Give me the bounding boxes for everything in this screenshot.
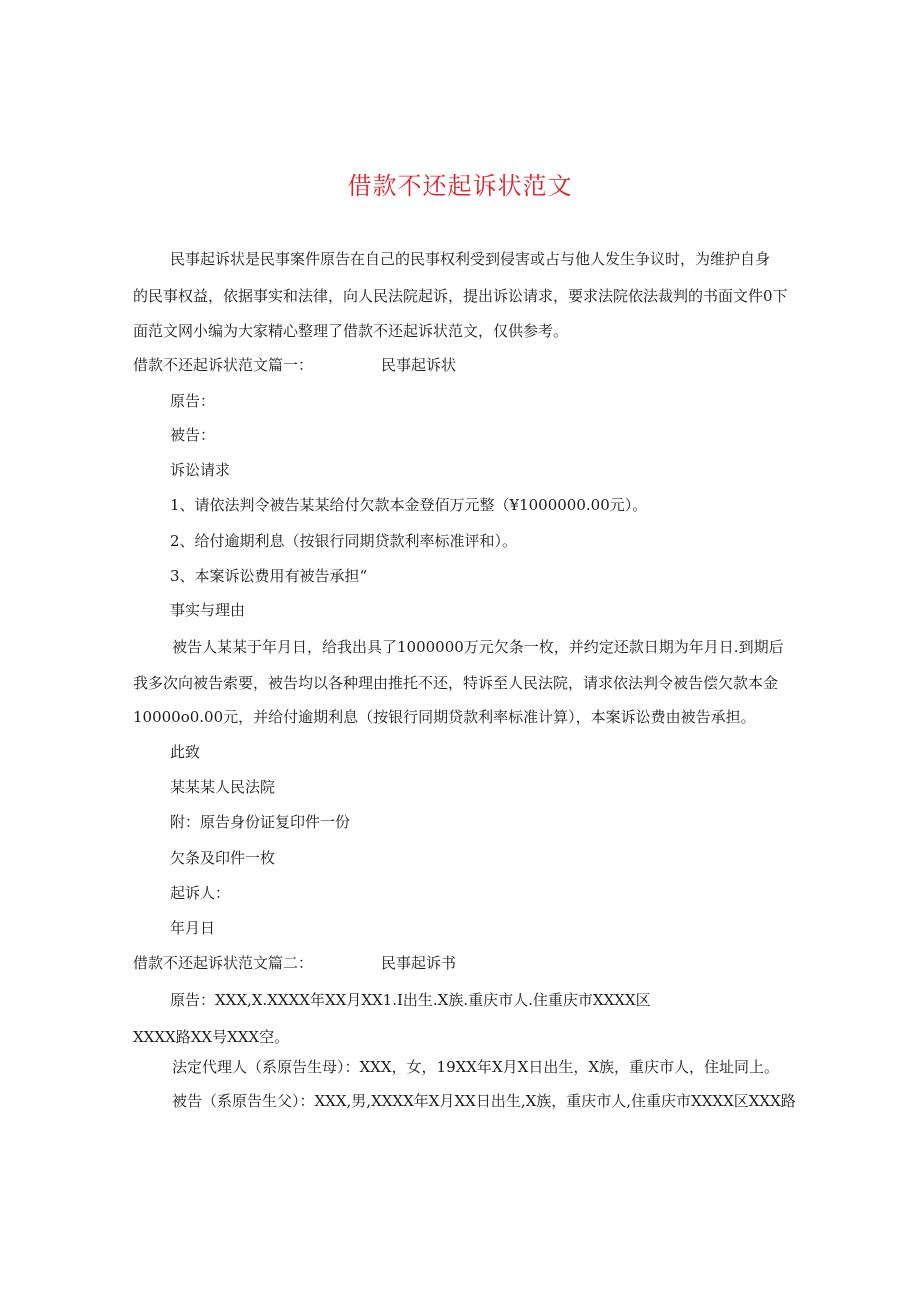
- intro-line-1: 民事起诉状是民事案件原告在自己的民事权利受到侵害或占与他人发生争议时，为维护自身: [170, 250, 771, 268]
- attachment-1: 附：原告身份证复印件一份: [170, 813, 351, 831]
- defendant-label: 被告：: [170, 426, 216, 444]
- section2-plaintiff-line-1: 原告：XXX,X.XXXX年XX月XX1.I出生.X族.重庆市人.住重庆市XXXX区: [170, 991, 651, 1009]
- section2-plaintiff-line-2: XXXX路XX号XXX空。: [133, 1028, 290, 1046]
- section1-heading-text: 借款不还起诉状范文篇一：: [133, 356, 314, 374]
- plaintiff-label: 原告：: [170, 392, 216, 410]
- section2-heading-text: 借款不还起诉状范文篇二：: [133, 954, 314, 972]
- signer-label: 起诉人：: [170, 884, 231, 902]
- attachment-2: 欠条及印件一枚: [170, 849, 276, 867]
- section2-agent: 法定代理人（系原告生母）：XXX，女，19XX年X月X日出生，X族，重庆市人，住址同上。: [172, 1058, 780, 1076]
- section2-heading: [133, 953, 457, 973]
- document-title: 借款不还起诉状范文: [347, 172, 573, 200]
- claim-3: 3、本案诉讼费用有被告承担“: [170, 567, 368, 585]
- section1-heading: [133, 355, 457, 375]
- section1-subheading: 民事起诉状: [381, 356, 457, 374]
- date-label: 年月日: [170, 919, 216, 937]
- intro-line-2: 的民事权益，依据事实和法律，向人民法院起诉，提出诉讼请求，要求法院依法裁判的书面文件0下: [133, 287, 788, 305]
- claim-1: 1、请依法判令被告某某给付欠款本金登佰万元整（¥1000000.00元）。: [170, 496, 648, 514]
- closing-text: 此致: [170, 743, 201, 761]
- court-name: 某某某人民法院: [170, 778, 276, 796]
- facts-line-2: 我多次向被告索要，被告均以各种理由推托不还，特诉至人民法院，请求依法判令被告偿欠款本金: [133, 674, 779, 692]
- claim-2: 2、给付逾期利息（按银行同期贷款利率标准评和）。: [170, 532, 518, 550]
- facts-heading: 事实与理由: [170, 601, 246, 619]
- facts-line-1: 被告人某某于年月日，给我出具了1000000万元欠条一枚，并约定还款日期为年月日.到期后: [172, 638, 784, 656]
- claims-heading: 诉讼请求: [170, 461, 231, 479]
- section2-defendant: 被告（系原告生父）：XXX,男,XXXX年X月XX日出生,X族，重庆市人,住重庆市XXXX区XXX路: [172, 1092, 796, 1110]
- facts-line-3: 10000o0.00元，并给付逾期利息（按银行同期贷款利率标准计算），本案诉讼费由被告承担。: [133, 708, 756, 726]
- intro-line-3: 面范文网小编为大家精心整理了借款不还起诉状范文，仅供参考。: [133, 322, 569, 340]
- section2-subheading: 民事起诉书: [381, 954, 457, 972]
